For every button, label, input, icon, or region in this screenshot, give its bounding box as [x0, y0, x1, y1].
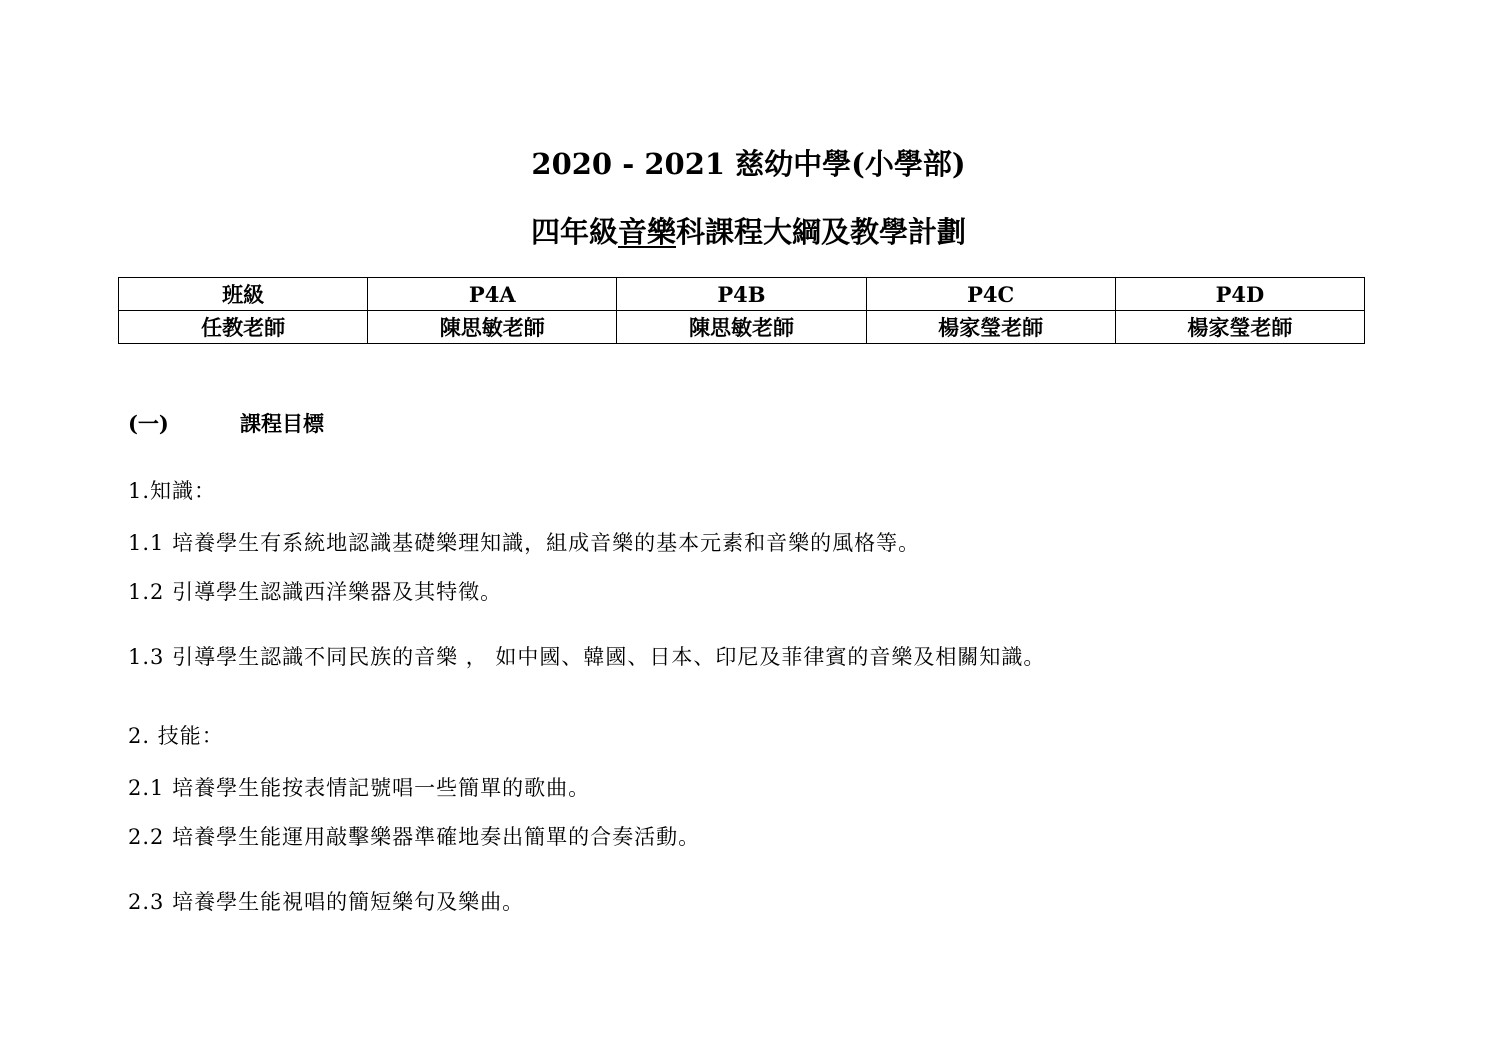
table-row-classes [119, 278, 1365, 311]
subtitle-suffix: 科課程大綱及教學計劃 [676, 215, 967, 249]
class-cell: P4B [617, 278, 866, 311]
teacher-cell: 陳思敏老師 [368, 311, 617, 344]
list-item: 1.3 引導學生認識不同民族的音樂 ， 如中國、韓國、日本、印尼及菲律賓的音樂及相關知識。 [128, 645, 1046, 669]
page-subtitle [0, 214, 1497, 250]
skills-heading: 2. 技能： [128, 724, 224, 748]
subtitle-subject: 音樂 [617, 215, 676, 249]
class-cell: P4D [1115, 278, 1364, 311]
list-item: 2.3 培養學生能視唱的簡短樂句及樂曲。 [128, 890, 525, 914]
list-item: 2.1 培養學生能按表情記號唱一些簡單的歌曲。 [128, 776, 591, 800]
teacher-cell: 陳思敏老師 [617, 311, 866, 344]
teacher-cell: 楊家瑩老師 [1115, 311, 1364, 344]
list-item: 1.1 培養學生有系統地認識基礎樂理知識，組成音樂的基本元素和音樂的風格等。 [128, 531, 921, 555]
row-label-class: 班級 [119, 278, 368, 311]
section-title: 課程目標 [240, 411, 324, 436]
section-number: (一) [128, 411, 169, 436]
class-cell: P4A [368, 278, 617, 311]
knowledge-heading: 1.知識： [128, 479, 217, 503]
list-item: 1.2 引導學生認識西洋樂器及其特徵。 [128, 580, 503, 604]
subtitle-prefix: 四年級 [530, 215, 618, 249]
page-title: 2020 - 2021 慈幼中學(小學部) [531, 147, 966, 181]
section-heading [128, 410, 324, 438]
table-row-teachers [119, 311, 1365, 344]
class-cell: P4C [866, 278, 1115, 311]
teacher-cell: 楊家瑩老師 [866, 311, 1115, 344]
class-teacher-table [118, 277, 1365, 344]
row-label-teacher: 任教老師 [119, 311, 368, 344]
list-item: 2.2 培養學生能運用敲擊樂器準確地奏出簡單的合奏活動。 [128, 825, 701, 849]
